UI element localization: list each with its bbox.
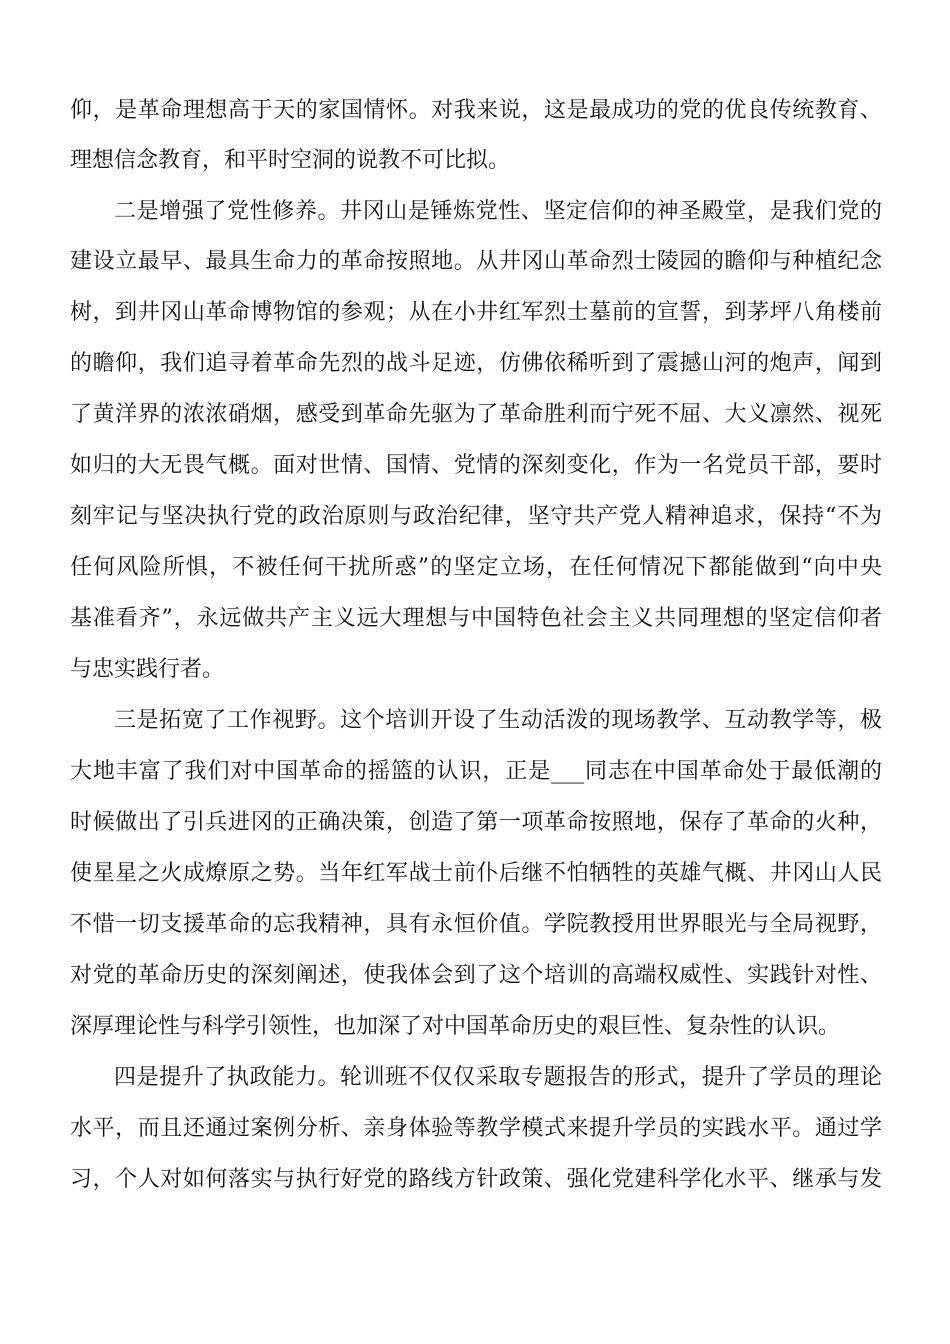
text-line: 水平，而且还通过案例分析、亲身体验等教学模式来提升学员的实践水平。通过学 (70, 1116, 882, 1141)
text-line: 了黄洋界的浓浓硝烟，感受到革命先驱为了革命胜利而宁死不屈、大义凛然、视死 (70, 402, 882, 427)
text-line: 基准看齐”，永远做共产主义远大理想与中国特色社会主义共同理想的坚定信仰者 (70, 606, 882, 631)
text-line: 大地丰富了我们对中国革命的摇篮的认识，正是___同志在中国革命处于最低潮的 (70, 759, 882, 784)
text-line: 使星星之火成燎原之势。当年红军战士前仆后继不怕牺牲的英雄气概、井冈山人民 (70, 861, 882, 886)
text-line: 时候做出了引兵进冈的正确决策，创造了第一项革命按照地，保存了革命的火种， (70, 810, 882, 835)
paragraph-first-line: 四是提升了执政能力。轮训班不仅仅采取专题报告的形式，提升了学员的理论 (114, 1065, 882, 1090)
text-line: 任何风险所惧，不被任何干扰所惑”的坚定立场，在任何情况下都能做到“向中央 (70, 555, 882, 580)
paragraph-first-line: 三是拓宽了工作视野。这个培训开设了生动活泼的现场教学、互动教学等，极 (114, 708, 882, 733)
text-line: 如归的大无畏气概。面对世情、国情、党情的深刻变化，作为一名党员干部，要时 (70, 453, 882, 478)
text-line: 树，到井冈山革命博物馆的参观；从在小井红军烈士墓前的宣誓，到茅坪八角楼前 (70, 300, 882, 325)
text-line: 刻牢记与坚决执行党的政治原则与政治纪律，坚守共产党人精神追求，保持“不为 (70, 504, 882, 529)
text-line: 深厚理论性与科学引领性，也加深了对中国革命历史的艰巨性、复杂性的认识。 (70, 1014, 841, 1039)
paragraph-first-line: 二是增强了党性修养。井冈山是锤炼党性、坚定信仰的神圣殿堂，是我们党的 (114, 199, 882, 224)
text-line: 对党的革命历史的深刻阐述，使我体会到了这个培训的高端权威性、实践针对性、 (70, 963, 882, 988)
text-line: 不惜一切支援革命的忘我精神，具有永恒价值。学院教授用世界眼光与全局视野， (70, 912, 882, 937)
text-line: 与忠实践行者。 (70, 657, 225, 682)
text-line: 习，个人对如何落实与执行好党的路线方针政策、强化党建科学化水平、继承与发 (70, 1167, 882, 1192)
text-line: 的瞻仰，我们追寻着革命先烈的战斗足迹，仿佛依稀听到了震撼山河的炮声，闻到 (70, 351, 882, 376)
text-line: 仰，是革命理想高于天的家国情怀。对我来说，这是最成功的党的优良传统教育、 (70, 98, 882, 123)
text-line: 理想信念教育，和平时空洞的说教不可比拟。 (70, 148, 511, 173)
text-line: 建设立最早、最具生命力的革命按照地。从井冈山革命烈士陵园的瞻仰与种植纪念 (70, 249, 882, 274)
